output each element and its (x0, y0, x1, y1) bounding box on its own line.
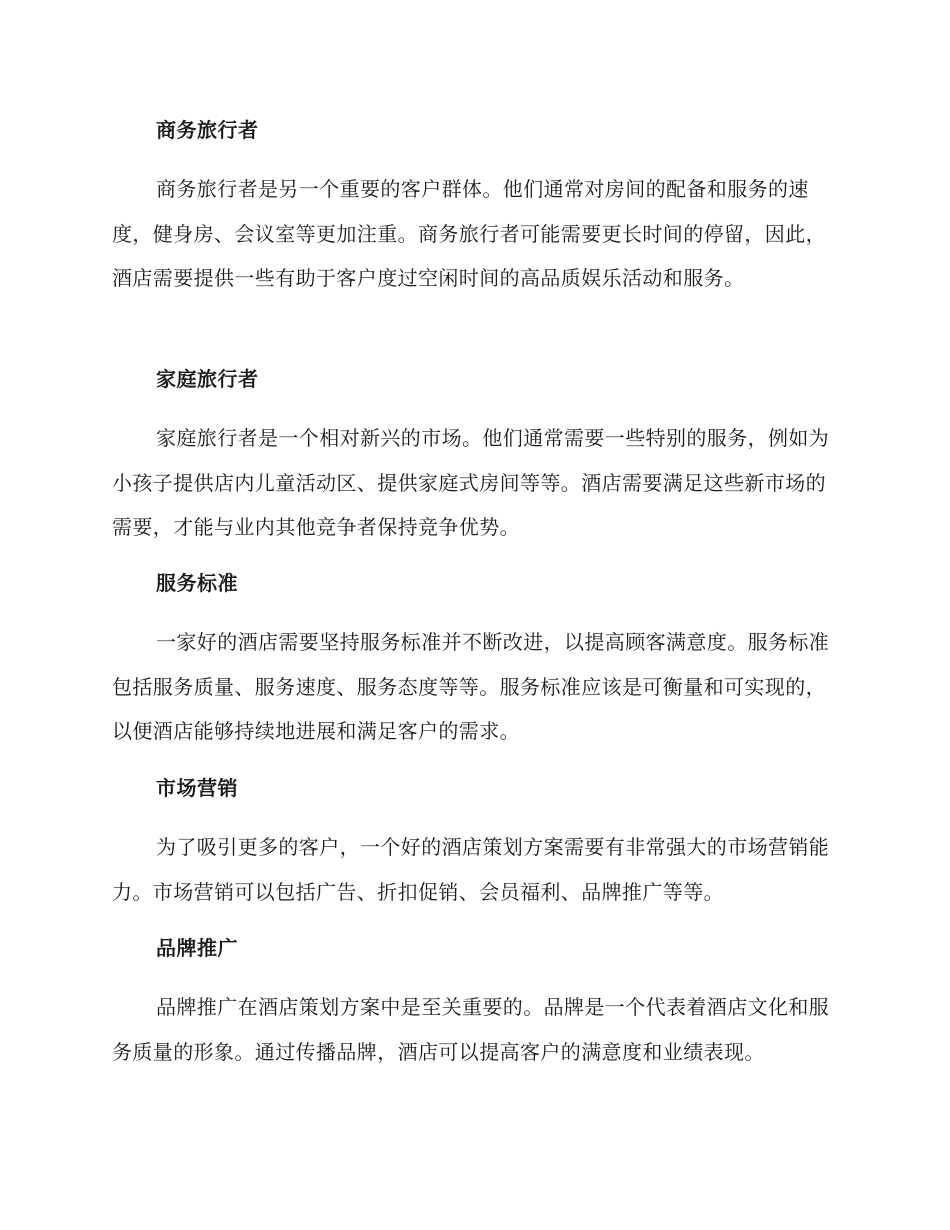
section-heading: 商务旅行者 (156, 118, 259, 142)
section-heading: 品牌推广 (156, 936, 238, 960)
section-paragraph: 家庭旅行者是一个相对新兴的市场。他们通常需要一些特别的服务，例如为小孩子提供店内儿童活动区、提供家庭式房间等等。酒店需要满足这些新市场的需要，才能与业内其他竞争者保持竞争优势。 (112, 426, 830, 539)
section-heading: 市场营销 (156, 776, 238, 800)
section-paragraph: 商务旅行者是另一个重要的客户群体。他们通常对房间的配备和服务的速度，健身房、会议室等更加注重。商务旅行者可能需要更长时间的停留，因此，酒店需要提供一些有助于客户度过空闲时间的高品质娱乐活动和服务。 (112, 177, 826, 290)
section-marketing (112, 774, 832, 914)
section-service-standards (112, 569, 832, 754)
section-heading: 家庭旅行者 (156, 367, 259, 391)
section-brand-promotion (112, 934, 832, 1074)
section-paragraph: 为了吸引更多的客户，一个好的酒店策划方案需要有非常强大的市场营销能力。市场营销可以包括广告、折扣促销、会员福利、品牌推广等等。 (112, 835, 830, 904)
section-paragraph: 品牌推广在酒店策划方案中是至关重要的。品牌是一个代表着酒店文化和服务质量的形象。通过传播品牌，酒店可以提高客户的满意度和业绩表现。 (112, 995, 830, 1064)
section-business-travelers (112, 116, 832, 301)
section-family-travelers (112, 365, 832, 550)
section-heading: 服务标准 (156, 571, 238, 595)
section-paragraph: 一家好的酒店需要坚持服务标准并不断改进，以提高顾客满意度。服务标准包括服务质量、服务速度、服务态度等等。服务标准应该是可衡量和可实现的，以便酒店能够持续地进展和满足客户的需求。 (112, 630, 830, 743)
